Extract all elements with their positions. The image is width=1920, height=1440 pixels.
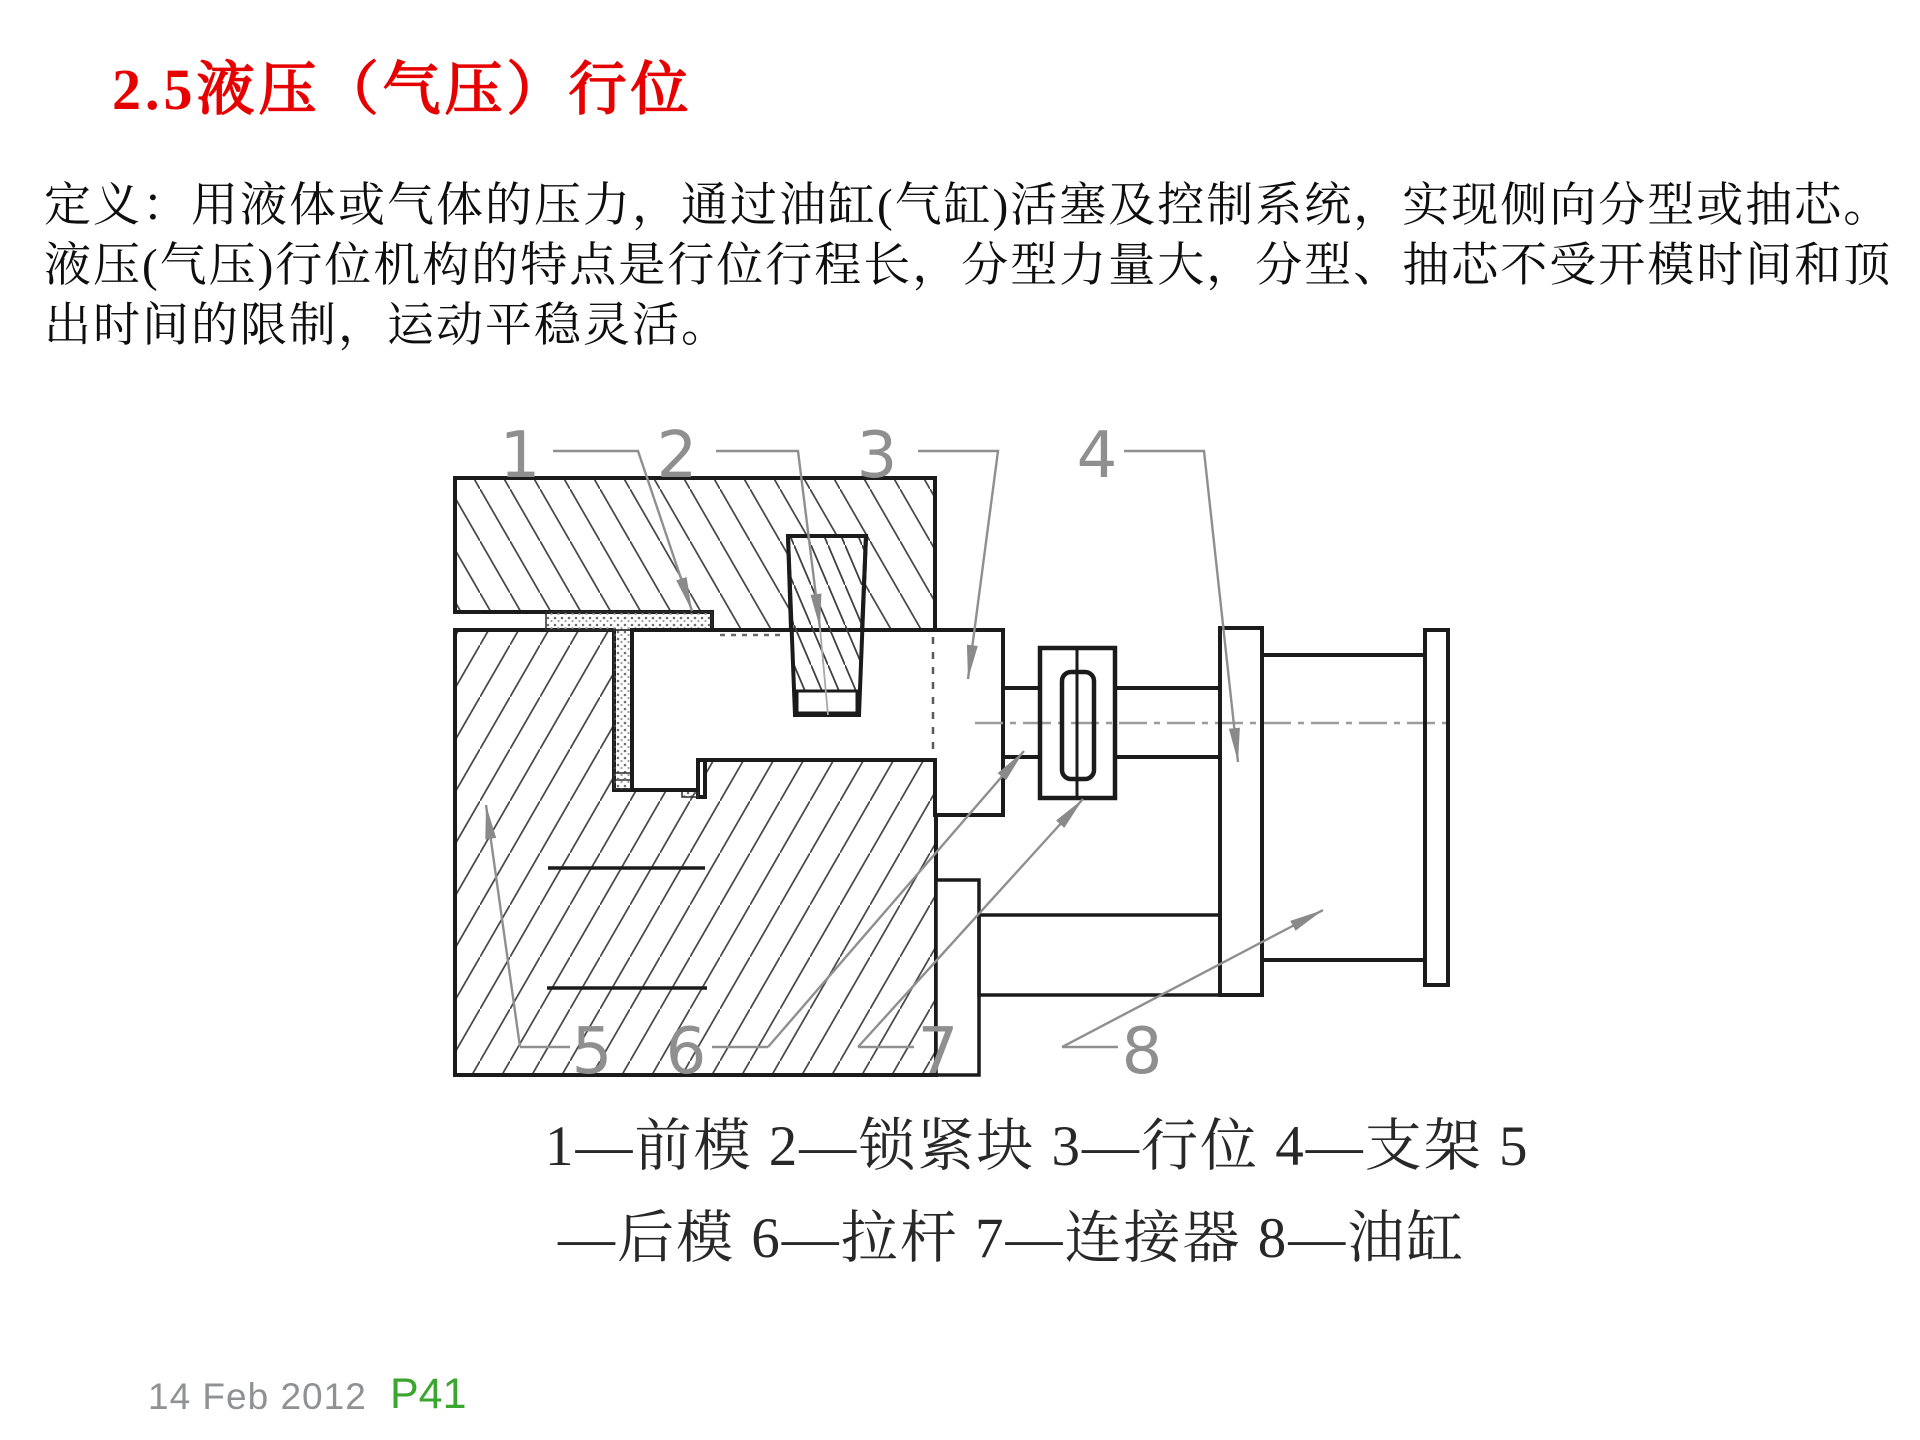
mold-slider-diagram [420, 385, 1460, 1095]
product-skin-left-band [614, 630, 632, 780]
body-text-line-1: 定义：用液体或气体的压力，通过油缸(气缸)活塞及控制系统，实现侧向分型或抽芯。 [44, 180, 1893, 232]
figure-caption-line-1: 1—前模 2—锁紧块 3—行位 4—支架 5 [545, 1115, 1530, 1178]
figure-label-4: 4 [1076, 419, 1118, 493]
figure-label-3: 3 [856, 419, 898, 493]
figure-label-8: 8 [1121, 1015, 1163, 1089]
footer-page-number: P41 [390, 1370, 467, 1418]
figure-label-2: 2 [656, 419, 698, 493]
figure-label-7: 7 [917, 1015, 959, 1089]
product-skin-top-band [546, 612, 712, 630]
figure-label-1: 1 [499, 419, 541, 493]
footer-date: 14 Feb 2012 [148, 1376, 367, 1417]
cylinder-body-fill [1262, 655, 1425, 960]
figure-label-6: 6 [665, 1015, 707, 1089]
lock-block-shape [788, 536, 866, 715]
bracket-fill [1220, 628, 1262, 995]
figure-caption-line-2: —后模 6—拉杆 7—连接器 8—油缸 [558, 1207, 1466, 1270]
figure-label-5: 5 [571, 1015, 613, 1089]
page-title: 2.5液压（气压）行位 [112, 57, 693, 122]
body-text-line-2: 液压(气压)行位机构的特点是行位行程长，分型力量大，分型、抽芯不受开模时间和顶 [44, 240, 1893, 292]
cylinder-flange-fill [1425, 630, 1448, 985]
body-text-line-3: 出时间的限制，运动平稳灵活。 [44, 300, 730, 352]
